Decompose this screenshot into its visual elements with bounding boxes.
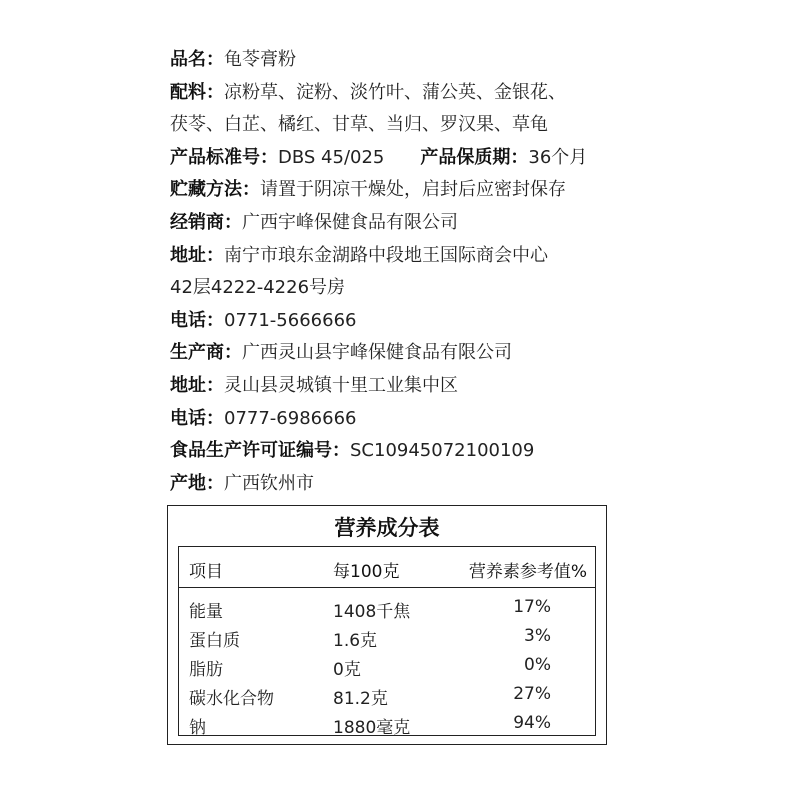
distributor-address-line-2 [170, 272, 630, 305]
license-value: SC10945072100109 [350, 440, 535, 462]
license-label: 食品生产许可证编号： [170, 440, 350, 462]
nutrition-facts-box [167, 505, 607, 745]
product-name-value: 龟苓膏粉 [224, 49, 296, 70]
license-line [170, 435, 630, 468]
ingredients-line [170, 77, 630, 110]
shelf-life-label: 产品保质期： [420, 146, 529, 168]
nutrient-name: 蛋白质 [189, 631, 240, 651]
standard-shelf-line [170, 142, 630, 175]
nutrient-amount: 1880毫克 [333, 718, 411, 738]
nutrition-table [178, 546, 596, 736]
nutrient-nrv: 27% [513, 684, 551, 704]
standard-label: 产品标准号： [170, 146, 278, 168]
nutrition-row-sodium [179, 709, 595, 738]
storage-value: 请置于阴凉干燥处，启封后应密封保存 [260, 179, 566, 201]
distributor-address-label: 地址： [170, 244, 224, 266]
nutrient-amount: 81.2克 [333, 689, 388, 709]
distributor-address-line [170, 240, 630, 273]
origin-line [170, 468, 630, 501]
distributor-label: 经销商： [170, 211, 242, 233]
nutrient-name: 能量 [189, 602, 223, 622]
nutrition-header-row [179, 547, 595, 587]
manufacturer-value: 广西灵山县宇峰保健食品有限公司 [242, 342, 512, 364]
manufacturer-address-value: 灵山县灵城镇十里工业集中区 [224, 374, 458, 396]
nutrient-amount: 1.6克 [333, 631, 378, 651]
storage-label: 贮藏方法： [170, 179, 260, 201]
ingredients-value-1: 凉粉草、淀粉、淡竹叶、蒲公英、金银花、 [224, 81, 566, 103]
nutrient-name: 脂肪 [189, 660, 223, 680]
manufacturer-address-label: 地址： [170, 374, 224, 396]
nutrient-amount: 1408千焦 [333, 602, 411, 622]
nutrient-nrv: 3% [524, 626, 551, 646]
header-nrv: 营养素参考值% [468, 562, 587, 582]
header-item: 项目 [189, 562, 223, 582]
origin-value: 广西钦州市 [224, 472, 314, 494]
nutrient-nrv: 94% [513, 713, 551, 733]
origin-label: 产地： [170, 472, 224, 494]
nutrient-amount: 0克 [333, 660, 361, 680]
nutrient-name: 钠 [189, 718, 206, 738]
distributor-phone-line [170, 305, 630, 338]
product-name-line [170, 44, 630, 77]
ingredients-label: 配料： [170, 81, 224, 103]
distributor-line [170, 207, 630, 240]
ingredients-line-2 [170, 109, 630, 142]
product-info [170, 44, 630, 500]
distributor-value: 广西宇峰保健食品有限公司 [242, 211, 458, 233]
manufacturer-line [170, 337, 630, 370]
nutrition-row-fat [179, 651, 595, 680]
manufacturer-address-line [170, 370, 630, 403]
manufacturer-phone-value: 0777-6986666 [224, 407, 357, 429]
nutrient-name: 碳水化合物 [189, 689, 274, 709]
distributor-phone-value: 0771-5666666 [224, 309, 357, 331]
ingredients-value-2: 茯苓、白芷、橘红、甘草、当归、罗汉果、草龟 [170, 114, 548, 136]
nutrition-row-carbohydrate [179, 680, 595, 709]
header-per-100g: 每100克 [333, 562, 400, 582]
header-divider [179, 587, 595, 588]
nutrition-title: 营养成分表 [334, 516, 440, 540]
manufacturer-phone-label: 电话： [170, 407, 224, 429]
nutrition-row-energy [179, 593, 595, 622]
nutrition-row-protein [179, 622, 595, 651]
shelf-life-value: 36个月 [528, 146, 588, 168]
storage-line [170, 174, 630, 207]
standard-value: DBS 45/025 [278, 146, 385, 168]
nutrient-nrv: 0% [524, 655, 551, 675]
nutrient-nrv: 17% [513, 597, 551, 617]
distributor-address-value-1: 南宁市琅东金湖路中段地王国际商会中心 [224, 244, 548, 266]
product-name-label: 品名： [170, 49, 224, 70]
manufacturer-phone-line [170, 403, 630, 436]
distributor-address-value-2: 42层4222-4226号房 [170, 277, 346, 299]
manufacturer-label: 生产商： [170, 342, 242, 364]
distributor-phone-label: 电话： [170, 309, 224, 331]
